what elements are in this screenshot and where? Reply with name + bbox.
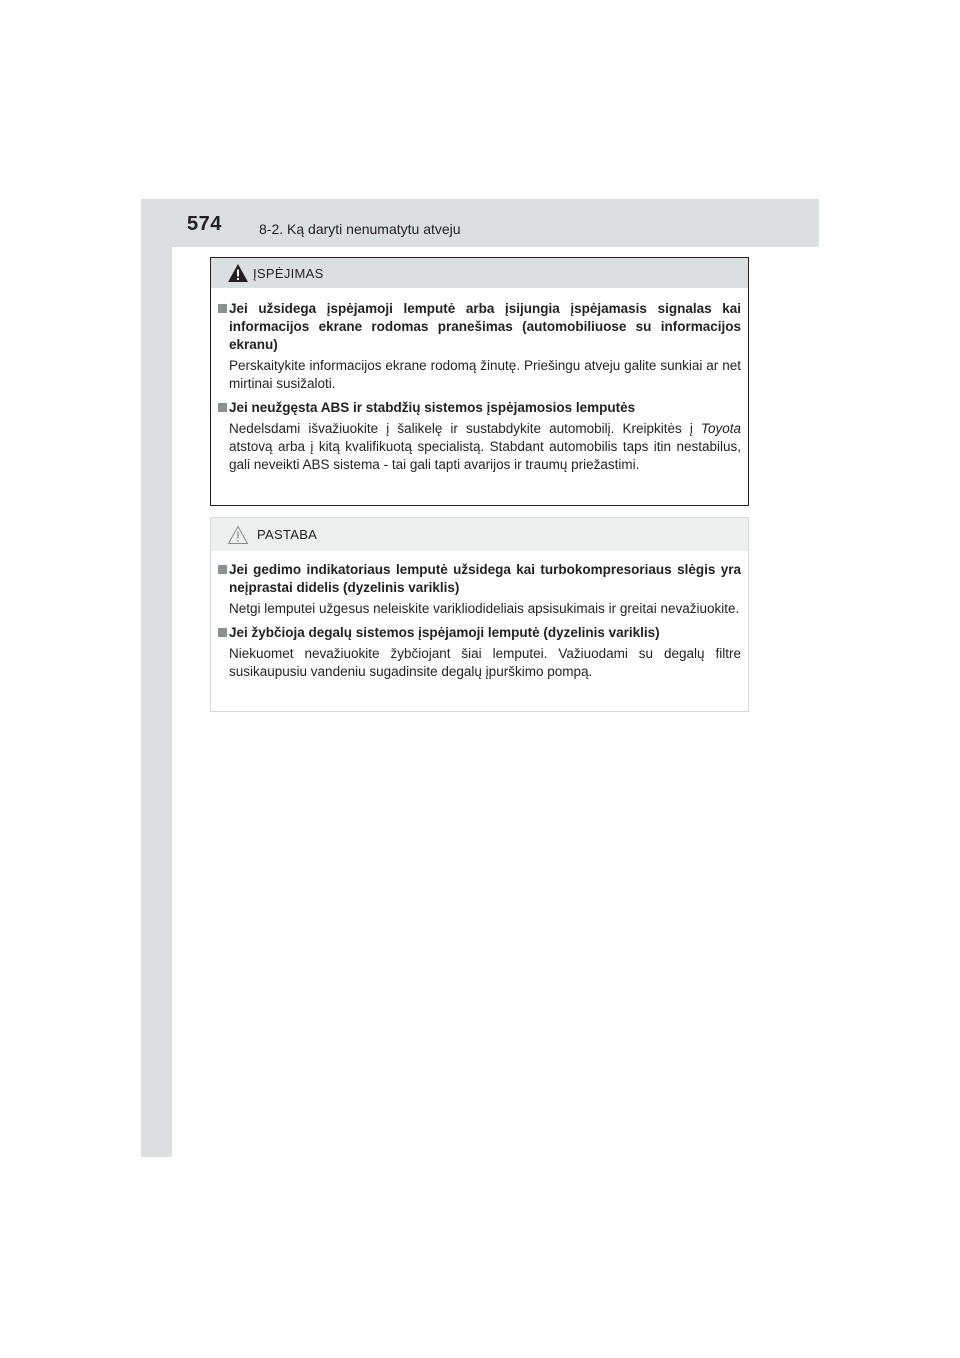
side-margin-bar (141, 199, 172, 1157)
notice-item-heading (218, 624, 741, 642)
warning-triangle-icon (227, 263, 249, 283)
header-band (141, 199, 819, 247)
warning-item-heading-text: Jei užsidega įspėjamoji lemputė arba įsijungia įspėjamasis signalas kai informacijos ekrane rodomas pranešimas (automobiliuose su informacijos ekranu) (229, 301, 741, 352)
warning-item-heading-text: Jei neužgęsta ABS ir stabdžių sistemos įspėjamosios lemputės (229, 400, 636, 415)
notice-item-heading-text: Jei gedimo indikatoriaus lemputė užsidega kai turbokompresoriaus slėgis yra neįprastai didelis (dyzelinis variklis) (229, 562, 741, 595)
bullet-square-icon (218, 403, 227, 412)
header-rule (172, 244, 819, 247)
warning-title: ĮSPĖJIMAS (253, 266, 324, 281)
body-text-prefix: Nedelsdami išvažiuokite į šalikelę ir sustabdykite automobilį. Kreipkitės į (229, 421, 693, 436)
warning-item-heading (218, 399, 741, 417)
notice-item-body: Niekuomet nevažiuokite žybčiojant šiai lemputei. Važiuodami su degalų filtre susikaupusiu vandeniu sugadinsite degalų įpurškimo pompą. (229, 646, 741, 679)
page-number: 574 (187, 213, 222, 235)
notice-item-heading (218, 561, 741, 597)
notice-box (210, 517, 749, 712)
section-title: 8-2. Ką daryti nenumatytu atveju (259, 221, 461, 237)
bullet-square-icon (218, 565, 227, 574)
warning-item-body: Perskaitykite informacijos ekrane rodomą žinutę. Priešingu atveju galite sunkiai ar net mirtinai susižaloti. (229, 358, 741, 391)
warning-box-header (211, 258, 748, 288)
bullet-square-icon (218, 628, 227, 637)
bullet-square-icon (218, 304, 227, 313)
warning-item-heading (218, 300, 741, 354)
brand-name: Toyota (700, 421, 741, 436)
body-text-suffix: atstovą arba į kitą kvalifikuotą specialistą. Stabdant automobilis taps itin nestabilus, gali neveikti ABS sistema - tai gali tapti avarijos ir traumų priežastimi. (229, 439, 741, 472)
notice-triangle-icon (227, 525, 249, 545)
warning-box (210, 257, 749, 506)
warning-item-body (218, 420, 741, 474)
notice-item-heading-text: Jei žybčioja degalų sistemos įspėjamoji lemputė (dyzelinis variklis) (229, 625, 660, 640)
notice-title: PASTABA (257, 527, 318, 542)
notice-box-header (211, 518, 748, 551)
notice-item-body: Netgi lemputei užgesus neleiskite varikliodideliais apsisukimais ir greitai nevažiuokite. (229, 601, 740, 616)
notice-content (218, 561, 741, 687)
warning-content (218, 300, 741, 480)
